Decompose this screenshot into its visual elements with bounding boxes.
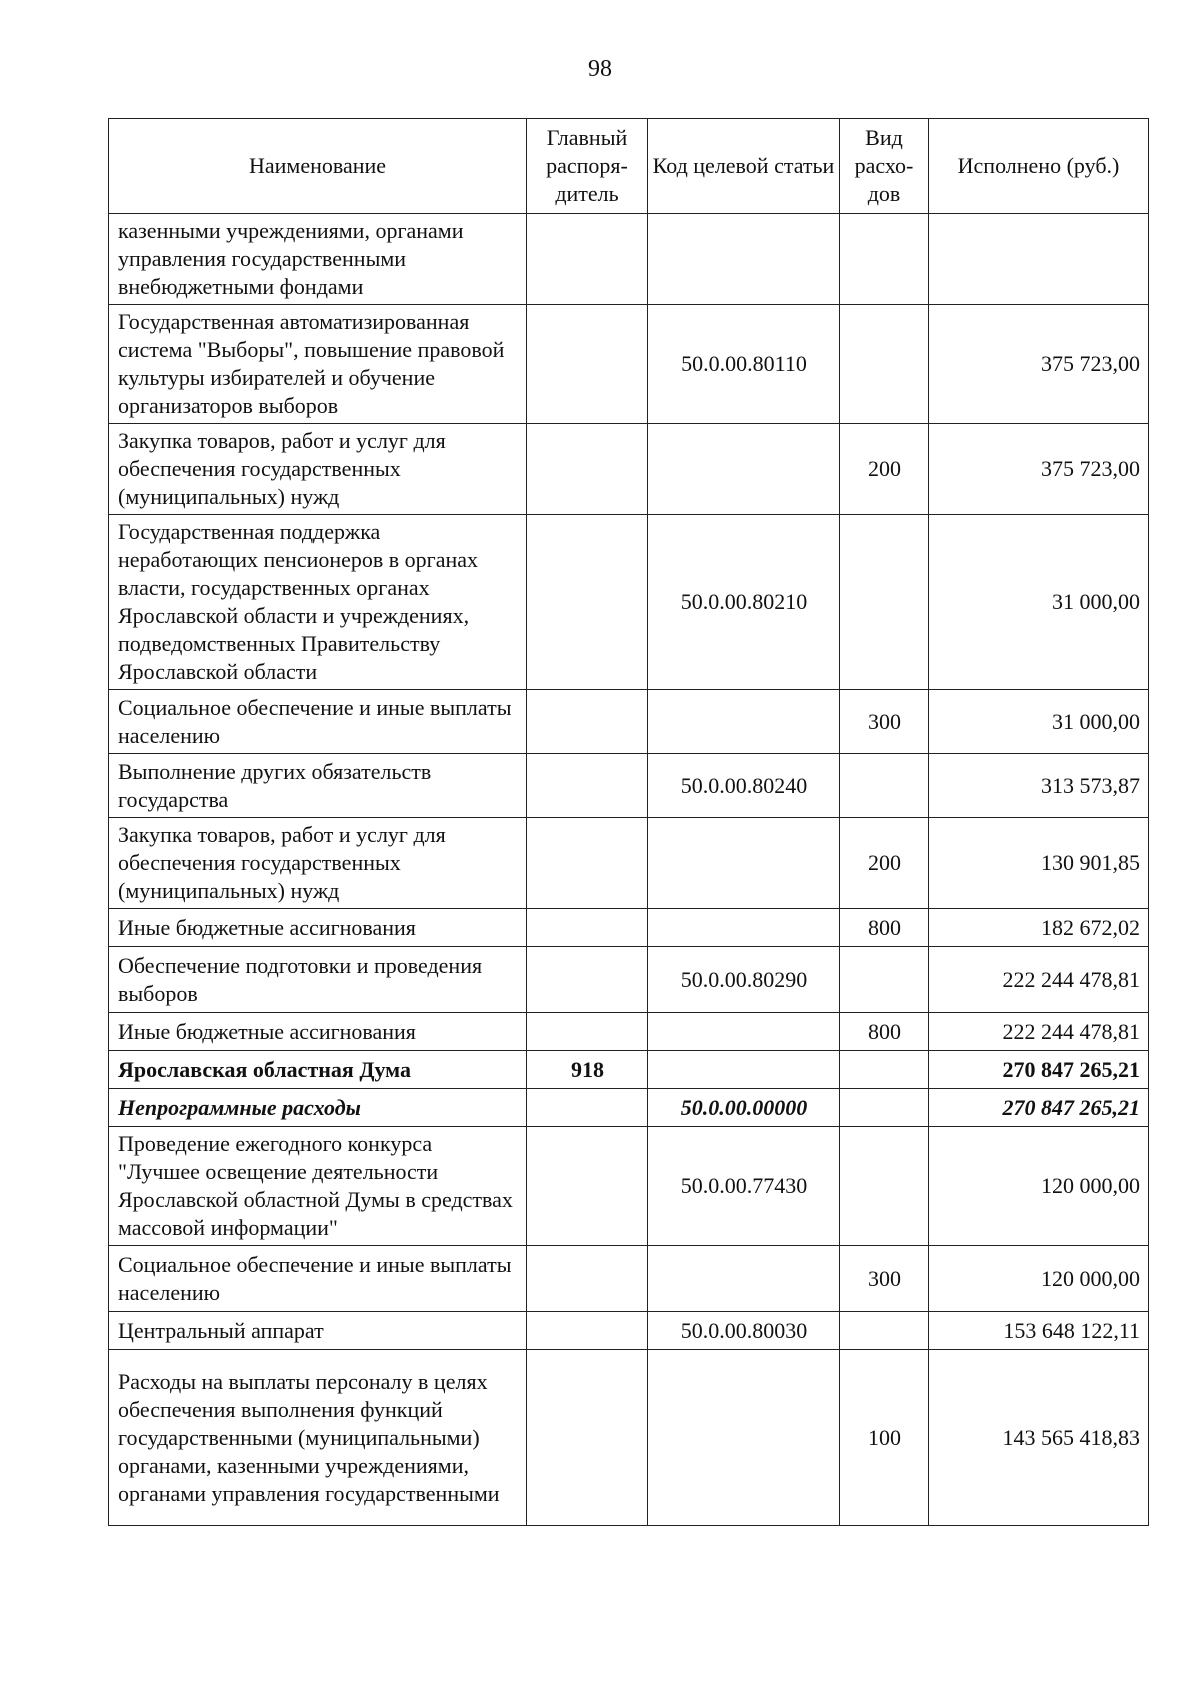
table-row	[109, 1246, 1149, 1312]
cell-type	[840, 1089, 929, 1127]
cell-manager	[527, 424, 648, 515]
cell-code	[648, 214, 840, 305]
cell-sum: 222 244 478,81	[929, 947, 1149, 1013]
cell-manager	[527, 1312, 648, 1350]
cell-type	[840, 305, 929, 424]
table-row	[109, 1312, 1149, 1350]
table-row	[109, 818, 1149, 909]
cell-sum: 222 244 478,81	[929, 1013, 1149, 1051]
cell-manager	[527, 1246, 648, 1312]
page-number: 98	[588, 56, 612, 82]
table-row	[109, 1089, 1149, 1127]
cell-name: Государственная автоматизированная система "Выборы", повышение правовой культуры избирателей и обучение организаторов выборов	[109, 305, 527, 424]
cell-name: Социальное обеспечение и иные выплаты населению	[109, 1246, 527, 1312]
cell-sum: 31 000,00	[929, 690, 1149, 754]
cell-type: 200	[840, 424, 929, 515]
cell-name: Центральный аппарат	[109, 1312, 527, 1350]
cell-name: Ярославская областная Дума	[109, 1051, 527, 1089]
cell-sum: 375 723,00	[929, 305, 1149, 424]
cell-code: 50.0.00.80210	[648, 515, 840, 690]
cell-type	[840, 947, 929, 1013]
cell-manager	[527, 305, 648, 424]
table-row	[109, 1013, 1149, 1051]
cell-code: 50.0.00.80030	[648, 1312, 840, 1350]
cell-type	[840, 1051, 929, 1089]
table-body	[109, 214, 1149, 1526]
cell-sum: 120 000,00	[929, 1246, 1149, 1312]
cell-type: 800	[840, 1013, 929, 1051]
cell-sum: 270 847 265,21	[929, 1051, 1149, 1089]
cell-type: 300	[840, 690, 929, 754]
cell-code	[648, 1246, 840, 1312]
cell-code	[648, 424, 840, 515]
cell-name: Государственная поддержка неработающих пенсионеров в органах власти, государственных органах Ярославской области и учреждениях, подведомственных Правительству Ярославской области	[109, 515, 527, 690]
cell-type	[840, 214, 929, 305]
cell-sum: 120 000,00	[929, 1127, 1149, 1246]
cell-code: 50.0.00.80290	[648, 947, 840, 1013]
cell-type: 300	[840, 1246, 929, 1312]
header-manager: Главный распоря-дитель	[527, 119, 648, 214]
table-row	[109, 1127, 1149, 1246]
cell-sum: 182 672,02	[929, 909, 1149, 947]
cell-sum: 31 000,00	[929, 515, 1149, 690]
table-row	[109, 947, 1149, 1013]
table-row	[109, 909, 1149, 947]
cell-sum: 153 648 122,11	[929, 1312, 1149, 1350]
table-row	[109, 515, 1149, 690]
cell-type: 100	[840, 1350, 929, 1526]
table-header	[109, 119, 1149, 214]
cell-manager	[527, 818, 648, 909]
cell-name: Иные бюджетные ассигнования	[109, 909, 527, 947]
cell-sum: 143 565 418,83	[929, 1350, 1149, 1526]
cell-code: 50.0.00.77430	[648, 1127, 840, 1246]
cell-type	[840, 754, 929, 818]
cell-code	[648, 909, 840, 947]
table-row	[109, 305, 1149, 424]
table-row	[109, 690, 1149, 754]
cell-manager	[527, 515, 648, 690]
cell-name: Социальное обеспечение и иные выплаты населению	[109, 690, 527, 754]
cell-sum: 313 573,87	[929, 754, 1149, 818]
budget-table	[108, 118, 1149, 1526]
cell-sum	[929, 214, 1149, 305]
cell-sum: 270 847 265,21	[929, 1089, 1149, 1127]
cell-code	[648, 1013, 840, 1051]
cell-name: Проведение ежегодного конкурса "Лучшее освещение деятельности Ярославской областной Думы в средствах массовой информации"	[109, 1127, 527, 1246]
cell-manager	[527, 1350, 648, 1526]
table-row	[109, 424, 1149, 515]
cell-code	[648, 1350, 840, 1526]
cell-name: Выполнение других обязательств государства	[109, 754, 527, 818]
cell-manager	[527, 754, 648, 818]
cell-manager	[527, 947, 648, 1013]
cell-code	[648, 818, 840, 909]
cell-manager	[527, 1089, 648, 1127]
cell-name: Закупка товаров, работ и услуг для обеспечения государственных (муниципальных) нужд	[109, 818, 527, 909]
header-row	[109, 119, 1149, 214]
cell-manager: 918	[527, 1051, 648, 1089]
cell-manager	[527, 909, 648, 947]
header-code: Код целевой статьи	[648, 119, 840, 214]
cell-type: 200	[840, 818, 929, 909]
table-row	[109, 1051, 1149, 1089]
cell-sum: 375 723,00	[929, 424, 1149, 515]
cell-type	[840, 1312, 929, 1350]
cell-name: казенными учреждениями, органами управления государственными внебюджетными фондами	[109, 214, 527, 305]
header-sum: Исполнено (руб.)	[929, 119, 1149, 214]
cell-name: Расходы на выплаты персоналу в целях обеспечения выполнения функций государственными (муниципальными) органами, казенными учреждениями, органами управления государственными	[109, 1350, 527, 1526]
cell-sum: 130 901,85	[929, 818, 1149, 909]
cell-name: Закупка товаров, работ и услуг для обеспечения государственных (муниципальных) нужд	[109, 424, 527, 515]
cell-code	[648, 1051, 840, 1089]
cell-code	[648, 690, 840, 754]
cell-manager	[527, 1013, 648, 1051]
cell-manager	[527, 214, 648, 305]
table-row	[109, 1350, 1149, 1526]
cell-name: Обеспечение подготовки и проведения выборов	[109, 947, 527, 1013]
cell-code: 50.0.00.00000	[648, 1089, 840, 1127]
cell-code: 50.0.00.80240	[648, 754, 840, 818]
cell-type	[840, 515, 929, 690]
table-row	[109, 754, 1149, 818]
header-name: Наименование	[109, 119, 527, 214]
cell-manager	[527, 1127, 648, 1246]
cell-name: Иные бюджетные ассигнования	[109, 1013, 527, 1051]
cell-manager	[527, 690, 648, 754]
cell-type	[840, 1127, 929, 1246]
cell-name: Непрограммные расходы	[109, 1089, 527, 1127]
table-row	[109, 214, 1149, 305]
cell-type: 800	[840, 909, 929, 947]
cell-code: 50.0.00.80110	[648, 305, 840, 424]
header-type: Вид расхо-дов	[840, 119, 929, 214]
